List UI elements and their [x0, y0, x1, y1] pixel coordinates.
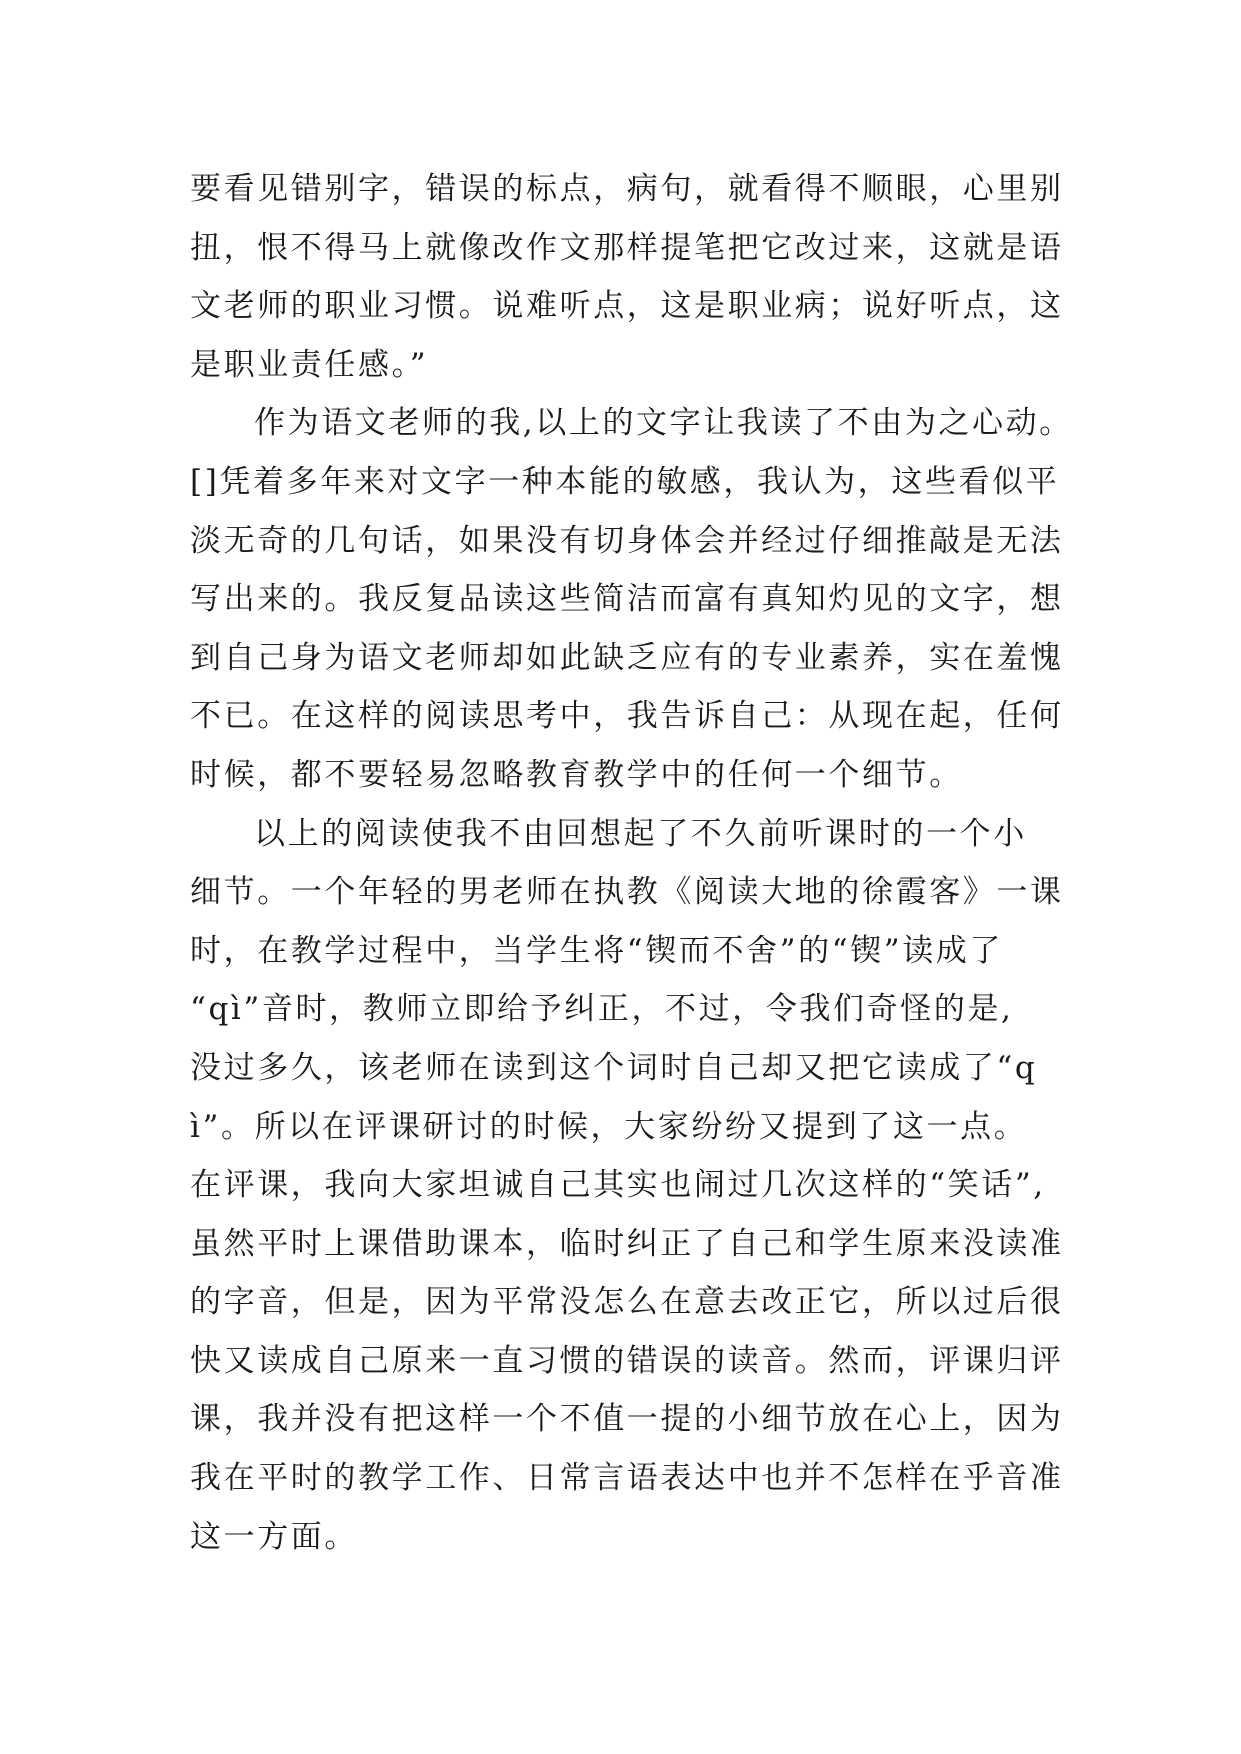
text-line: 课，我并没有把这样一个不值一提的小细节放在心上，因为: [190, 1401, 1064, 1438]
text-line: 时，在教学过程中，当学生将“锲而不舍”的“锲”读成了: [190, 932, 1003, 969]
text-line: 细节。一个年轻的男老师在执教《阅读大地的徐霞客》一课: [190, 874, 1064, 911]
text-line: 到自己身为语文老师却如此缺乏应有的专业素养，实在羞愧: [190, 639, 1064, 676]
text-line: 扭，恨不得马上就像改作文那样提笔把它改过来，这就是语: [190, 229, 1064, 266]
paragraph-first-line: 以上的阅读使我不由回想起了不久前听课时的一个小: [254, 815, 1027, 852]
text-line: 时候，都不要轻易忽略教育教学中的任何一个细节。: [190, 756, 963, 793]
text-line: 淡无奇的几句话，如果没有切身体会并经过仔细推敲是无法: [190, 522, 1064, 559]
text-line: 虽然平时上课借助课本，临时纠正了自己和学生原来没读准: [190, 1225, 1064, 1262]
text-line: 没过多久，该老师在读到这个词时自己却又把它读成了“q: [190, 1049, 1038, 1086]
text-line: []凭着多年来对文字一种本能的敏感，我认为，这些看似平: [190, 463, 1060, 500]
paragraph-first-line: 作为语文老师的我,以上的文字让我读了不由为之心动。: [254, 405, 1073, 442]
text-line: 要看见错别字，错误的标点，病句，就看得不顺眼，心里别: [190, 171, 1064, 207]
text-line: 写出来的。我反复品读这些简洁而富有真知灼见的文字，想: [190, 581, 1064, 618]
text-line: 是职业责任感。”: [190, 346, 429, 383]
text-line: 这一方面。: [190, 1518, 358, 1555]
body-text: [190, 160, 1073, 1566]
text-line: 我在平时的教学工作、日常言语表达中也并不怎样在乎音准: [190, 1460, 1064, 1497]
text-line: 在评课，我向大家坦诚自己其实也闹过几次这样的“笑话”,: [190, 1167, 1046, 1204]
text-line: 文老师的职业习惯。说难听点，这是职业病；说好听点，这: [190, 288, 1064, 325]
text-line: 快又读成自己原来一直习惯的错误的读音。然而，评课归评: [190, 1342, 1064, 1379]
text-line: 不已。在这样的阅读思考中，我告诉自己：从现在起，任何: [190, 698, 1064, 735]
text-line: 的字音，但是，因为平常没怎么在意去改正它，所以过后很: [190, 1284, 1064, 1321]
text-line: “qì”音时，教师立即给予纠正，不过，令我们奇怪的是,: [190, 991, 1014, 1028]
text-line: ì”。所以在评课研讨的时候，大家纷纷又提到了这一点。: [190, 1108, 1028, 1145]
